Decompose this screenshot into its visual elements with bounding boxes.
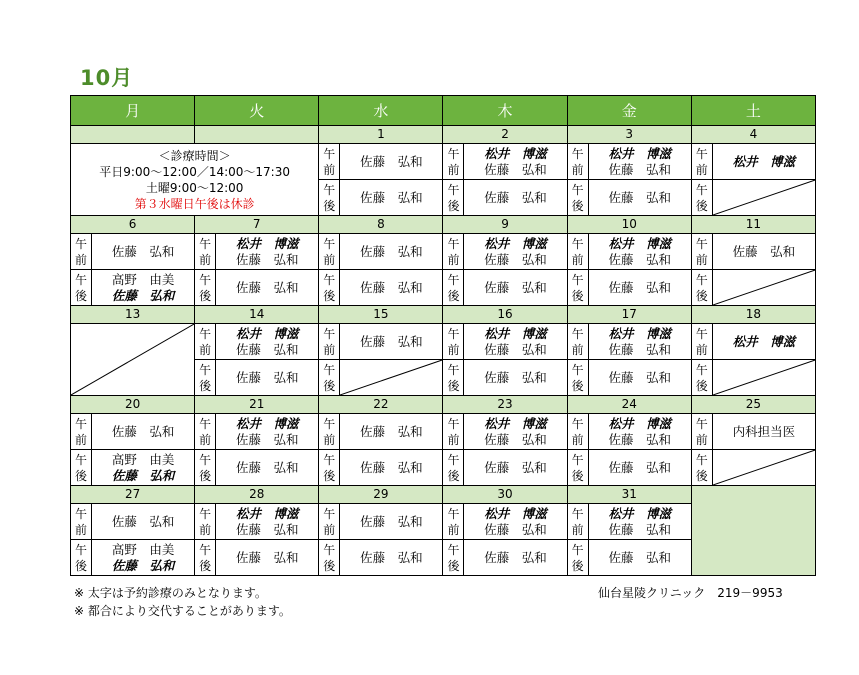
doctor-name: 佐藤 弘和: [608, 521, 671, 537]
doctor-name: 佐藤 弘和: [608, 459, 671, 475]
day-cell: 午 前 佐藤 弘和 午 後 高野 由美 佐藤 弘和: [71, 504, 195, 576]
doctor-name: 佐藤 弘和: [484, 161, 547, 177]
date-row: [71, 486, 816, 504]
doctor-name: 佐藤 弘和: [360, 189, 423, 205]
doctor-name-reserved: 松井 博滋: [608, 235, 671, 251]
day-cell: 午 前 松井 博滋 佐藤 弘和 午 後 佐藤 弘和: [443, 234, 567, 306]
day-cell: 午 前 松井 博滋 佐藤 弘和 午 後 佐藤 弘和: [567, 234, 691, 306]
doctor-name: 佐藤 弘和: [484, 521, 547, 537]
doctor-name: 佐藤 弘和: [484, 431, 547, 447]
day-cell: 午 前 佐藤 弘和 午 後 佐藤 弘和: [319, 504, 443, 576]
doctor-name: 佐藤 弘和: [608, 279, 671, 295]
clinic-hours-cell: [71, 144, 319, 216]
doctor-name-reserved: 松井 博滋: [484, 235, 547, 251]
doctor-name: 佐藤 弘和: [360, 423, 423, 439]
day-cell: 午 前 佐藤 弘和 午 後: [691, 234, 815, 306]
weekday-thu: 木: [443, 96, 567, 126]
doctor-name: 佐藤 弘和: [111, 423, 175, 439]
doctor-name-reserved: 松井 博滋: [732, 153, 796, 169]
doctor-name: 佐藤 弘和: [360, 279, 423, 295]
doctor-name: 佐藤 弘和: [235, 431, 299, 447]
empty-cell: [691, 486, 815, 576]
month-title: 10月: [80, 66, 134, 90]
date-cell: 17: [567, 306, 691, 324]
day-cell: 午 前 松井 博滋 佐藤 弘和 午 後 佐藤 弘和: [443, 144, 567, 216]
day-cell: 午 前 佐藤 弘和 午 後 高野 由美 佐藤 弘和: [71, 234, 195, 306]
date-cell: 11: [691, 216, 815, 234]
weekday-fri: 金: [567, 96, 691, 126]
doctor-name-reserved: 松井 博滋: [484, 325, 547, 341]
closed-slash: [713, 450, 815, 485]
day-cell: 午 前 佐藤 弘和 午 後 佐藤 弘和: [319, 144, 443, 216]
weekday-header-row: [71, 96, 816, 126]
doctor-name: 内科担当医: [732, 423, 796, 439]
day-cell: 午 前 松井 博滋 佐藤 弘和 午 後 佐藤 弘和: [195, 414, 319, 486]
date-cell: 25: [691, 396, 815, 414]
doctor-name-reserved: 松井 博滋: [732, 333, 796, 349]
doctor-name: 佐藤 弘和: [484, 279, 547, 295]
closed-slash: [340, 360, 442, 395]
doctor-name: 高野 由美: [111, 271, 175, 287]
doctor-name: 佐藤 弘和: [608, 549, 671, 565]
doctor-name-reserved: 松井 博滋: [608, 415, 671, 431]
date-cell: [71, 126, 195, 144]
date-cell: 3: [567, 126, 691, 144]
day-cell: 午 前 佐藤 弘和 午 後 高野 由美 佐藤 弘和: [71, 414, 195, 486]
closed-slash: [71, 324, 194, 395]
hours-weekday: 平日9:00～12:00／14:00～17:30: [99, 164, 290, 179]
day-cell: 午 前 佐藤 弘和 午 後: [319, 324, 443, 396]
date-cell: 16: [443, 306, 567, 324]
hours-heading: ＜診療時間＞: [158, 148, 231, 163]
day-cell: 午 前 松井 博滋 午 後: [691, 144, 815, 216]
doctor-name: 佐藤 弘和: [235, 341, 299, 357]
footnote-substitution: ※ 都合により交代することがあります。: [74, 604, 291, 618]
doctor-name-reserved: 松井 博滋: [484, 505, 547, 521]
doctor-name: 佐藤 弘和: [235, 549, 299, 565]
doctor-name: 高野 由美: [111, 541, 175, 557]
doctor-name: 佐藤 弘和: [360, 459, 423, 475]
doctor-name: 佐藤 弘和: [111, 243, 175, 259]
date-row: [71, 126, 816, 144]
schedule-row: [71, 324, 816, 396]
date-cell: 10: [567, 216, 691, 234]
day-cell: 午 前 佐藤 弘和 午 後 佐藤 弘和: [319, 414, 443, 486]
date-cell: 30: [443, 486, 567, 504]
schedule-row: [71, 234, 816, 306]
doctor-name: 佐藤 弘和: [732, 243, 796, 259]
date-row: [71, 216, 816, 234]
doctor-name: 佐藤 弘和: [360, 243, 423, 259]
date-cell: 1: [319, 126, 443, 144]
weekday-mon: 月: [71, 96, 195, 126]
date-cell: 13: [71, 306, 195, 324]
closed-slash: [713, 180, 815, 215]
day-cell: 午 前 松井 博滋 佐藤 弘和 午 後 佐藤 弘和: [443, 324, 567, 396]
day-cell: 午 前 松井 博滋 佐藤 弘和 午 後 佐藤 弘和: [567, 144, 691, 216]
day-cell: 午 前 松井 博滋 佐藤 弘和 午 後 佐藤 弘和: [567, 324, 691, 396]
doctor-name: 佐藤 弘和: [484, 189, 547, 205]
weekday-tue: 火: [195, 96, 319, 126]
doctor-name-reserved: 佐藤 弘和: [111, 557, 175, 573]
doctor-name: 佐藤 弘和: [360, 153, 423, 169]
day-cell: 午 前 内科担当医 午 後: [691, 414, 815, 486]
doctor-name-reserved: 松井 博滋: [608, 325, 671, 341]
date-cell: 22: [319, 396, 443, 414]
date-cell: 27: [71, 486, 195, 504]
date-cell: 2: [443, 126, 567, 144]
doctor-name: 佐藤 弘和: [484, 549, 547, 565]
doctor-name-reserved: 佐藤 弘和: [111, 287, 175, 303]
doctor-name: 佐藤 弘和: [608, 341, 671, 357]
hours-saturday: 土曜9:00～12:00: [145, 180, 244, 195]
doctor-name: 佐藤 弘和: [608, 369, 671, 385]
day-cell: 午 前 松井 博滋 佐藤 弘和 午 後 佐藤 弘和: [195, 234, 319, 306]
holiday-cell: [71, 324, 195, 396]
date-cell: 7: [195, 216, 319, 234]
date-cell: 23: [443, 396, 567, 414]
doctor-name: 佐藤 弘和: [235, 279, 299, 295]
day-cell: 午 前 松井 博滋 佐藤 弘和 午 後 佐藤 弘和: [195, 324, 319, 396]
closed-slash: [713, 270, 815, 305]
day-cell: 午 前 松井 博滋 佐藤 弘和 午 後 佐藤 弘和: [567, 414, 691, 486]
date-cell: [195, 126, 319, 144]
date-cell: 18: [691, 306, 815, 324]
date-cell: 28: [195, 486, 319, 504]
doctor-name: 佐藤 弘和: [484, 251, 547, 267]
doctor-name: 佐藤 弘和: [235, 459, 299, 475]
date-cell: 24: [567, 396, 691, 414]
date-cell: 14: [195, 306, 319, 324]
doctor-name-reserved: 松井 博滋: [235, 415, 299, 431]
doctor-name-reserved: 松井 博滋: [608, 505, 671, 521]
date-row: [71, 396, 816, 414]
date-cell: 8: [319, 216, 443, 234]
doctor-name: 佐藤 弘和: [484, 369, 547, 385]
day-cell: 午 前 松井 博滋 佐藤 弘和 午 後 佐藤 弘和: [195, 504, 319, 576]
calendar-table: [70, 95, 816, 576]
doctor-name: 佐藤 弘和: [484, 341, 547, 357]
doctor-name-reserved: 松井 博滋: [235, 505, 299, 521]
doctor-name-reserved: 松井 博滋: [235, 235, 299, 251]
doctor-name: 佐藤 弘和: [235, 521, 299, 537]
doctor-name: 佐藤 弘和: [484, 459, 547, 475]
doctor-name-reserved: 佐藤 弘和: [111, 467, 175, 483]
date-cell: 4: [691, 126, 815, 144]
day-cell: 午 前 松井 博滋 佐藤 弘和 午 後 佐藤 弘和: [567, 504, 691, 576]
closed-slash: [713, 360, 815, 395]
doctor-name: 佐藤 弘和: [235, 369, 299, 385]
date-cell: 20: [71, 396, 195, 414]
date-cell: 6: [71, 216, 195, 234]
day-cell: 午 前 佐藤 弘和 午 後 佐藤 弘和: [319, 234, 443, 306]
date-cell: 21: [195, 396, 319, 414]
day-cell: 午 前 松井 博滋 佐藤 弘和 午 後 佐藤 弘和: [443, 414, 567, 486]
doctor-name-reserved: 松井 博滋: [484, 145, 547, 161]
doctor-name: 佐藤 弘和: [235, 251, 299, 267]
date-cell: 9: [443, 216, 567, 234]
date-cell: 31: [567, 486, 691, 504]
doctor-name: 佐藤 弘和: [360, 513, 423, 529]
schedule-row: [71, 144, 816, 216]
doctor-name: 佐藤 弘和: [608, 189, 671, 205]
doctor-name: 佐藤 弘和: [360, 549, 423, 565]
day-cell: 午 前 松井 博滋 佐藤 弘和 午 後 佐藤 弘和: [443, 504, 567, 576]
doctor-name-reserved: 松井 博滋: [484, 415, 547, 431]
doctor-name: 佐藤 弘和: [608, 431, 671, 447]
day-cell: 午 前 松井 博滋 午 後: [691, 324, 815, 396]
doctor-name-reserved: 松井 博滋: [608, 145, 671, 161]
date-cell: 29: [319, 486, 443, 504]
date-cell: 15: [319, 306, 443, 324]
date-row: [71, 306, 816, 324]
doctor-name: 高野 由美: [111, 451, 175, 467]
footnote-bold: ※ 太字は予約診療のみとなります。: [74, 586, 267, 600]
clinic-contact: 仙台星陵クリニック 219－9953: [598, 586, 783, 600]
weekday-wed: 水: [319, 96, 443, 126]
doctor-name: 佐藤 弘和: [608, 161, 671, 177]
weekday-sat: 土: [691, 96, 815, 126]
doctor-name: 佐藤 弘和: [608, 251, 671, 267]
doctor-name: 佐藤 弘和: [111, 513, 175, 529]
hours-closed-note: 第３水曜日午後は休診: [134, 196, 255, 211]
doctor-name-reserved: 松井 博滋: [235, 325, 299, 341]
schedule-row: [71, 414, 816, 486]
doctor-name: 佐藤 弘和: [360, 333, 423, 349]
